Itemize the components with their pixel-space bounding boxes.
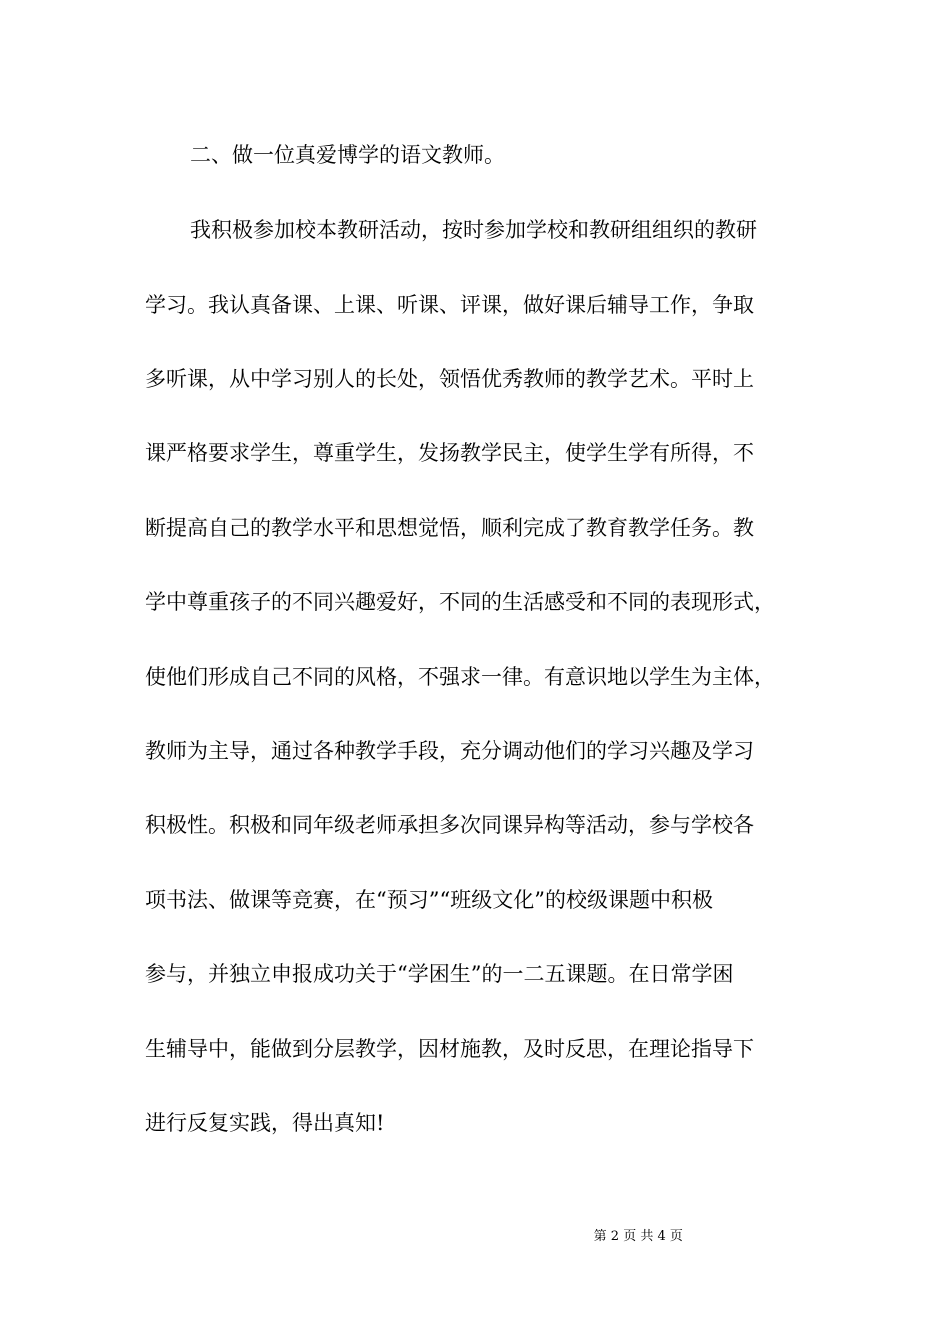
- paragraph-line-6: 学中尊重孩子的不同兴趣爱好，不同的生活感受和不同的表现形式，: [145, 590, 775, 614]
- paragraph-line-2: 学习。我认真备课、上课、听课、评课，做好课后辅导工作，争取: [145, 293, 754, 317]
- paragraph-line-10: 项书法、做课等竞赛，在“预习”“班级文化”的校级课题中积极: [145, 888, 713, 912]
- paragraph-line-12: 生辅导中，能做到分层教学，因材施教，及时反思，在理论指导下: [145, 1037, 754, 1061]
- page-number: 第 2 页 共 4 页: [593, 1229, 683, 1244]
- paragraph-line-13: 进行反复实践，得出真知!: [145, 1111, 385, 1135]
- paragraph-line-4: 课严格要求学生，尊重学生，发扬教学民主，使学生学有所得，不: [145, 441, 754, 465]
- paragraph-line-7: 使他们形成自己不同的风格，不强求一律。有意识地以学生为主体，: [145, 665, 775, 689]
- paragraph-line-3: 多听课，从中学习别人的长处，领悟优秀教师的教学艺术。平时上: [145, 367, 754, 391]
- page-footer: [0, 1207, 950, 1267]
- paragraph-line-11: 参与，并独立申报成功关于“学困生”的一二五课题。在日常学困: [145, 962, 734, 986]
- paragraph-line-5: 断提高自己的教学水平和思想觉悟，顺利完成了教育教学任务。教: [145, 516, 754, 540]
- section-heading: 二、做一位真爱博学的语文教师。: [190, 143, 505, 167]
- paragraph-line-1: 我积极参加校本教研活动，按时参加学校和教研组组织的教研: [190, 218, 757, 242]
- paragraph-line-8: 教师为主导，通过各种教学手段，充分调动他们的学习兴趣及学习: [145, 739, 754, 763]
- paragraph-line-9: 积极性。积极和同年级老师承担多次同课异构等活动，参与学校各: [145, 813, 754, 837]
